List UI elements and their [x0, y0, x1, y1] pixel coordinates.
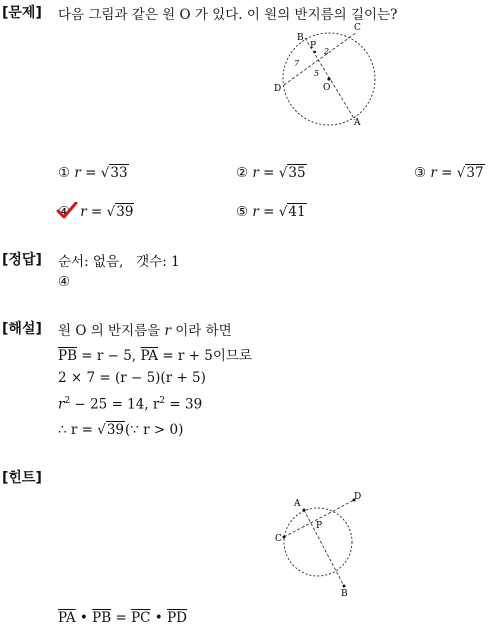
- hint-pc: $\overline{PC}$: [131, 610, 151, 626]
- option-2[interactable]: [236, 165, 307, 181]
- option-4-num-wrap: [58, 204, 76, 220]
- checkmark-icon: [56, 202, 78, 220]
- label-7: 7: [294, 59, 300, 68]
- sqrt-icon: √: [100, 165, 110, 181]
- sqrt-icon: √: [97, 422, 106, 438]
- label-5: 5: [314, 69, 320, 78]
- sqrt-icon: √: [278, 204, 288, 220]
- hint-label-d: D: [354, 492, 362, 502]
- option-4[interactable]: [58, 204, 134, 220]
- dot-2: •: [154, 610, 163, 626]
- label-b: B: [297, 33, 304, 43]
- label-a: A: [354, 118, 361, 128]
- eq3-e: = 39: [165, 396, 203, 413]
- explanation-tag: [해설]: [2, 321, 42, 337]
- pa-eq: = r + 5: [158, 348, 213, 364]
- hint-eq: =: [115, 610, 127, 626]
- question-tag: [문제]: [2, 5, 42, 21]
- dot-1: •: [79, 610, 88, 626]
- point-p: [314, 51, 316, 53]
- option-1-num: ①: [58, 165, 71, 181]
- option-5-radicand: 41: [288, 204, 306, 220]
- label-d: D: [274, 84, 282, 94]
- explanation-line2: [58, 344, 252, 364]
- hint-label-b: B: [341, 589, 348, 599]
- label-p: P: [310, 41, 317, 51]
- hint-pd: $\overline{PD}$: [167, 610, 187, 626]
- hint-figure: [268, 488, 368, 600]
- hint-formula: [58, 610, 187, 626]
- option-3-expr: r =: [430, 165, 457, 181]
- option-4-radicand: 39: [116, 204, 134, 220]
- label-c: C: [354, 23, 361, 33]
- option-1-expr: r =: [74, 165, 101, 181]
- segment-pb: $\overline{PB}$: [58, 348, 78, 364]
- hint-pa: $\overline{PA}$: [58, 610, 76, 626]
- option-3-num: ③: [414, 165, 427, 181]
- answer-tag: [정답]: [2, 252, 42, 268]
- label-2: 2: [324, 47, 330, 56]
- hint-tag: [힌트]: [2, 470, 42, 486]
- option-5-num: ⑤: [236, 204, 249, 220]
- option-2-num: ②: [236, 165, 249, 181]
- option-1[interactable]: [58, 165, 129, 181]
- pa-tail: 이므로: [212, 348, 252, 364]
- option-4-expr: r =: [80, 204, 107, 220]
- explanation-intro-r: r: [164, 323, 171, 339]
- sqrt-icon: √: [106, 204, 116, 220]
- option-3-radicand: 37: [466, 165, 484, 181]
- point-c: [283, 536, 286, 539]
- sqrt-icon: √: [278, 165, 288, 181]
- option-5[interactable]: [236, 204, 307, 220]
- point-b: [343, 585, 346, 588]
- option-3[interactable]: [414, 165, 485, 181]
- segment-pa: $\overline{PA}$: [140, 348, 159, 364]
- explanation-line4: [58, 396, 202, 413]
- eq4-c: (∵ r > 0): [125, 422, 184, 438]
- hint-label-p: P: [316, 521, 323, 531]
- eq3-b: 2: [64, 396, 71, 406]
- pb-eq: = r − 5,: [77, 348, 141, 364]
- option-1-radicand: 33: [110, 165, 128, 181]
- explanation-intro: [58, 319, 232, 339]
- hint-circle: [284, 508, 352, 576]
- eq4-b: 39: [106, 422, 125, 438]
- answer-line1: 순서: 없음, 갯수: 1: [58, 254, 180, 270]
- explanation-intro-a: 원 O 의 반지름을: [58, 323, 165, 339]
- eq3-d: 2: [159, 396, 166, 406]
- option-4-num: ④: [58, 204, 71, 220]
- hint-label-c: C: [275, 534, 282, 544]
- explanation-line3: 2 × 7 = (r − 5)(r + 5): [58, 370, 206, 386]
- explanation-line5: [58, 422, 183, 438]
- explanation-intro-b: 이라 하면: [170, 323, 232, 339]
- eq4-a: ∴ r =: [58, 422, 98, 438]
- question-text: 다음 그림과 같은 원 O 가 있다. 이 원의 반지름의 길이는?: [58, 7, 398, 23]
- eq3-c: − 25 = 14, r: [70, 396, 160, 413]
- hint-pb: $\overline{PB}$: [92, 610, 112, 626]
- option-5-expr: r =: [252, 204, 279, 220]
- sqrt-icon: √: [456, 165, 466, 181]
- question-figure: [270, 18, 385, 128]
- hint-label-a: A: [294, 499, 301, 509]
- answer-line2: ④: [58, 274, 71, 290]
- option-2-radicand: 35: [288, 165, 306, 181]
- point-a: [303, 509, 306, 512]
- label-o: O: [323, 83, 331, 93]
- option-2-expr: r =: [252, 165, 279, 181]
- eq3-a: r: [58, 396, 65, 413]
- center-point: [327, 77, 330, 80]
